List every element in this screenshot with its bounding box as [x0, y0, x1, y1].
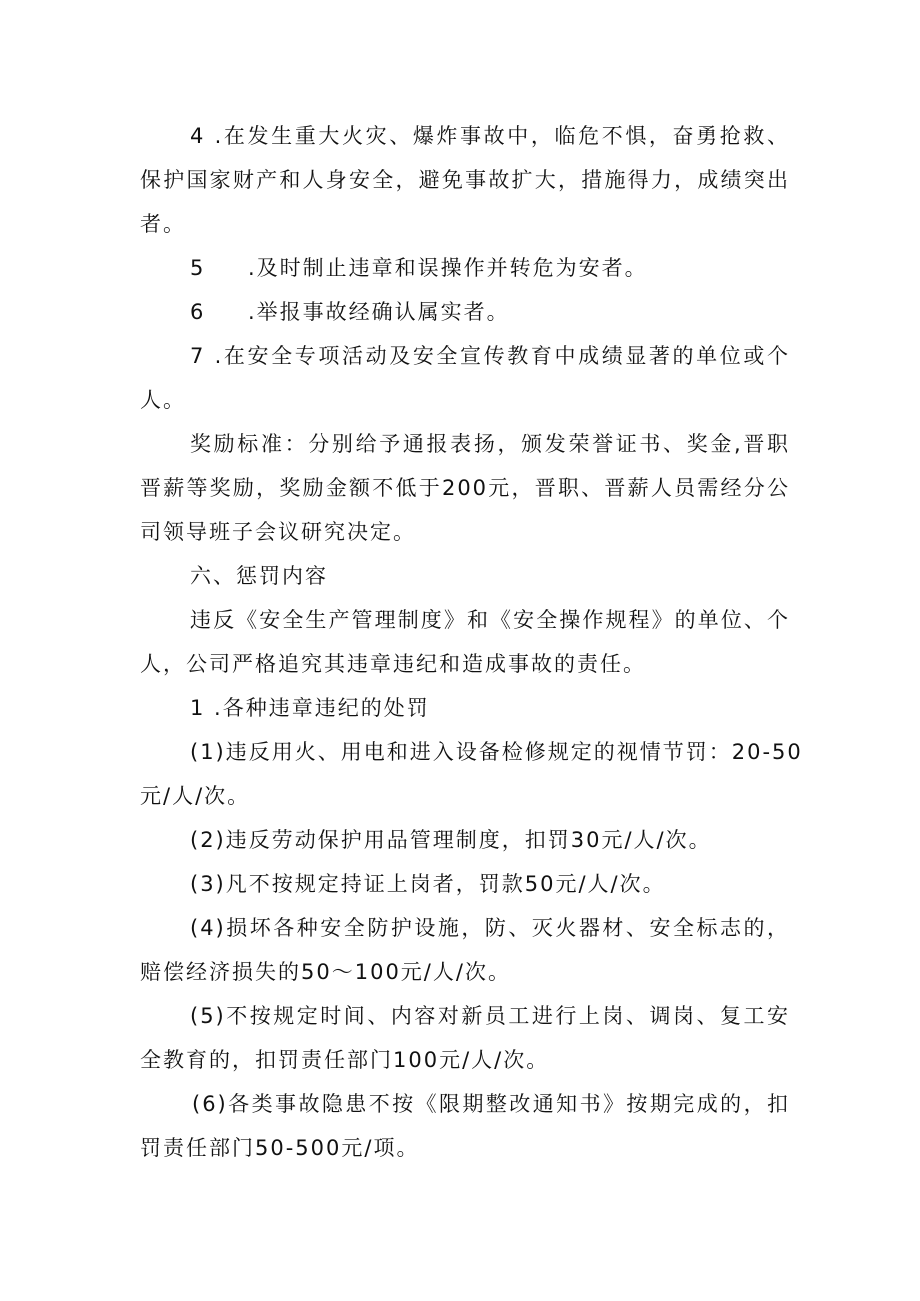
paragraph-line: (4)损坏各种安全防护设施，防、灭火器材、安全标志的， [190, 916, 790, 940]
paragraph-line: 者。 [140, 212, 186, 236]
paragraph-line: 违反《安全生产管理制度》和《安全操作规程》的单位、个 [190, 608, 790, 632]
paragraph-line: 晋薪等奖励，奖励金额不低于200元，晋职、晋薪人员需经分公 [140, 476, 790, 500]
paragraph-line: 罚责任部门50-500元/项。 [140, 1136, 420, 1160]
subheading: 1 .各种违章违纪的处罚 [190, 696, 430, 720]
paragraph-line: 全教育的，扣罚责任部门100元/人/次。 [140, 1048, 550, 1072]
list-item-number: 5 [190, 256, 204, 280]
paragraph-line: 奖励标准：分别给予通报表扬，颁发荣誉证书、奖金,晋职 [190, 432, 790, 456]
paragraph-line: (1)违反用火、用电和进入设备检修规定的视情节罚：20-50 [190, 740, 803, 764]
list-item-number: 6 [190, 300, 204, 324]
list-item-text: .及时制止违章和误操作并转危为安者。 [248, 256, 648, 280]
paragraph-line: 赔偿经济损失的50〜100元/人/次。 [140, 960, 511, 984]
list-item [190, 252, 790, 284]
paragraph-line: 元/人/次。 [140, 784, 251, 808]
section-heading: 六、惩罚内容 [190, 564, 328, 588]
paragraph-line: 7 .在安全专项活动及安全宣传教育中成绩显著的单位或个 [190, 344, 790, 368]
paragraph-line: 人，公司严格追究其违章违纪和造成事故的责任。 [140, 652, 646, 676]
paragraph-line: (6)各类事故隐患不按《限期整改通知书》按期完成的，扣 [192, 1092, 790, 1116]
paragraph-line: 保护国家财产和人身安全，避免事故扩大，措施得力，成绩突出 [140, 168, 790, 192]
list-item-text: .举报事故经确认属实者。 [248, 300, 510, 324]
paragraph-line: 司领导班子会议研究决定。 [140, 520, 416, 544]
paragraph-line: (3)凡不按规定持证上岗者，罚款50元/人/次。 [190, 872, 666, 896]
paragraph-line: 4 .在发生重大火灾、爆炸事故中，临危不惧，奋勇抢救、 [190, 124, 790, 148]
paragraph-line: 人。 [140, 388, 186, 412]
list-item [190, 296, 790, 328]
paragraph-line: (2)违反劳动保护用品管理制度，扣罚30元/人/次。 [190, 828, 712, 852]
paragraph-line: (5)不按规定时间、内容对新员工进行上岗、调岗、复工安 [190, 1004, 790, 1028]
